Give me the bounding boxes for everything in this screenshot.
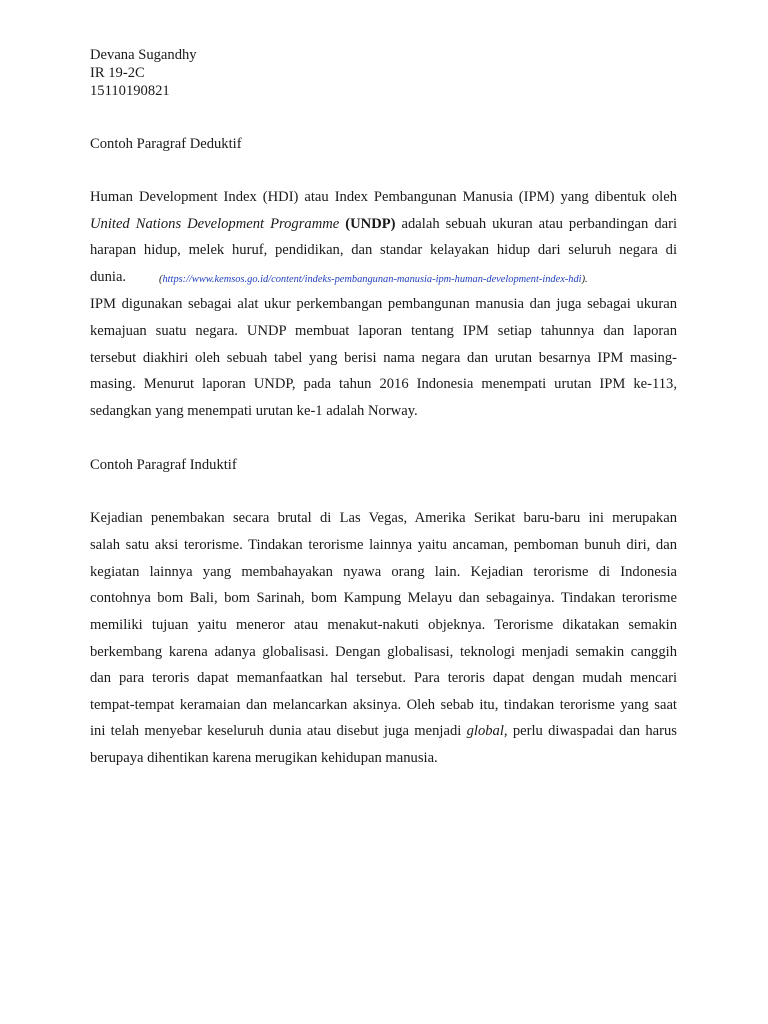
induktif-line-1: Kejadian penembakan secara brutal di Las Vegas, Amerika Serikat baru-baru ini merupakan — [90, 510, 677, 526]
induktif-line-10: berupaya dihentikan karena merugikan kehidupan manusia. — [90, 750, 438, 766]
deduktif-line-6: kemajuan suatu negara. UNDP membuat laporan tentang IPM setiap tahunnya dan laporan — [90, 323, 677, 339]
induktif-line-3: kegiatan lainnya yang membahayakan nyawa orang lain. Kejadian terorisme di Indonesia — [90, 564, 677, 580]
citation-close-paren: ). — [581, 274, 588, 285]
source-citation — [159, 269, 588, 289]
author-class: IR 19-2C — [90, 65, 145, 81]
section-title-induktif: Contoh Paragraf Induktif — [90, 457, 237, 473]
citation-open-paren: ( — [159, 274, 163, 285]
undp-full-name: United Nations Development Programme — [90, 216, 340, 232]
deduktif-line-7: tersebut diakhiri oleh sebuah tabel yang berisi nama negara dan urutan besarnya IPM masing- — [90, 350, 677, 366]
induktif-line-9-end: perlu diwaspadai dan harus — [512, 723, 677, 739]
induktif-line-6: berkembang karena adanya globalisasi. Dengan globalisasi, teknologi menjadi semakin canggih — [90, 644, 677, 660]
deduktif-line-4 — [90, 268, 126, 286]
deduktif-line-2-rest: adalah sebuah ukuran atau perbandingan dari — [401, 216, 678, 232]
deduktif-line-2 — [90, 215, 677, 233]
author-name: Devana Sugandhy — [90, 47, 197, 63]
deduktif-line-8: masing. Menurut laporan UNDP, pada tahun 2016 Indonesia menempati urutan IPM ke-113, — [90, 376, 677, 392]
induktif-line-7: dan para teroris dapat memanfaatkan hal tersebut. Para teroris dapat dengan mudah mencari — [90, 670, 677, 686]
source-link[interactable]: https://www.kemsos.go.id/content/indeks-pembangunan-manusia-ipm-human-development-index-hdi — [162, 274, 582, 285]
section-title-deduktif: Contoh Paragraf Deduktif — [90, 136, 242, 152]
induktif-line-9-start: ini telah menyebar keseluruh dunia atau disebut juga menjadi — [90, 723, 462, 739]
deduktif-line-1: Human Development Index (HDI) atau Index Pembangunan Manusia (IPM) yang dibentuk oleh — [90, 189, 677, 205]
induktif-line-8: tempat-tempat keramaian dan melancarkan aksinya. Oleh sebab itu, tindakan terorisme yang saat — [90, 697, 677, 713]
induktif-line-9 — [90, 722, 677, 740]
global-term: global, — [466, 723, 508, 739]
deduktif-line-5: IPM digunakan sebagai alat ukur perkembangan pembangunan manusia dan juga sebagai ukuran — [90, 296, 677, 312]
induktif-line-4: contohnya bom Bali, bom Sarinah, bom Kampung Melayu dan sebagainya. Tindakan terorisme — [90, 590, 677, 606]
deduktif-line-9: sedangkan yang menempati urutan ke-1 adalah Norway. — [90, 403, 418, 419]
induktif-line-2: salah satu aksi terorisme. Tindakan terorisme lainnya yaitu ancaman, pemboman bunuh diri, dan — [90, 537, 677, 553]
undp-acronym: (UNDP) — [345, 216, 396, 232]
deduktif-line-3: harapan hidup, melek huruf, pendidikan, dan standar kelayakan hidup dari seluruh negara di — [90, 242, 677, 258]
author-student-id: 15110190821 — [90, 83, 170, 99]
deduktif-line-4-start: dunia. — [90, 269, 127, 285]
induktif-line-5: memiliki tujuan yaitu meneror atau menakut-nakuti objeknya. Terorisme dikatakan semakin — [90, 617, 677, 633]
